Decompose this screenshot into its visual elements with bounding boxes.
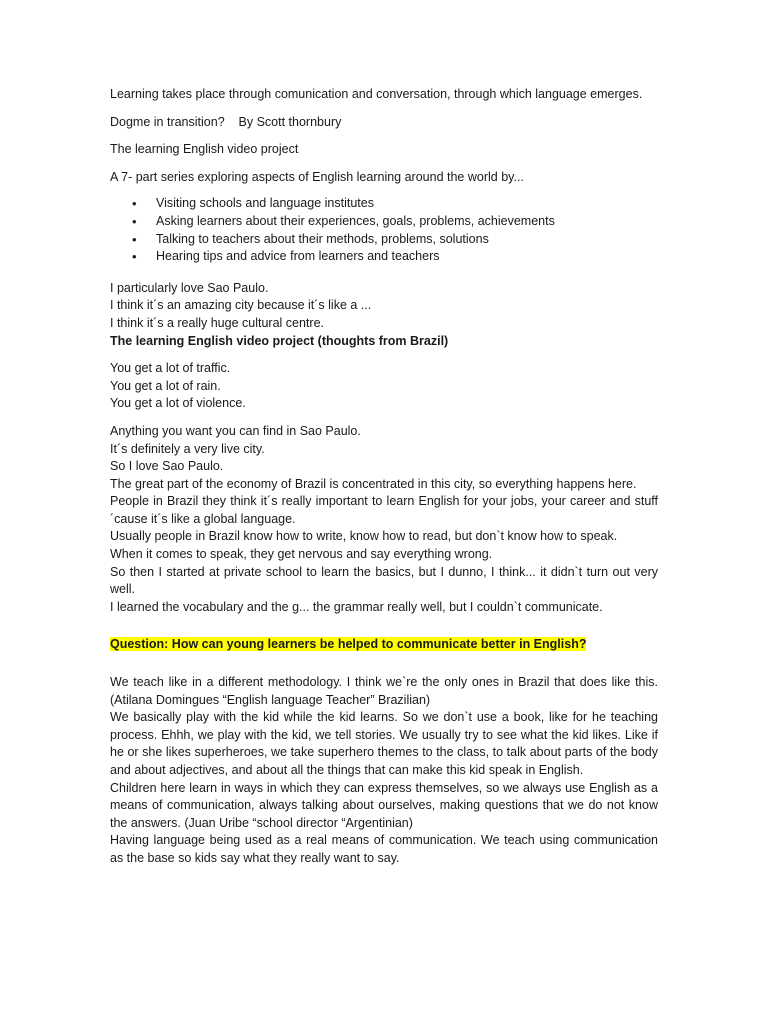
bullet-list <box>110 195 658 265</box>
answer-paragraph: Having language being used as a real means of communication. We teach using communication as the base so kids say what they really want to say. <box>110 833 658 865</box>
text-line: I particularly love Sao Paulo. <box>110 280 269 295</box>
bullet-icon: • <box>132 196 137 212</box>
body-block <box>110 423 658 617</box>
answer-paragraph: Children here learn in ways in which they can express themselves, so we always use English as a means of communication, always talking about ourselves, making questions that we do not know the answers. (Juan Uribe “school director “Argentinian) <box>110 780 658 830</box>
text-line: People in Brazil they think it´s really important to learn English for your jobs, your career and stuff ´cause it´s like a global language. <box>110 494 658 526</box>
traffic-block <box>110 360 658 413</box>
sao-paulo-block <box>110 280 658 350</box>
answer-paragraph: We teach like in a different methodology. I think we`re the only ones in Brazil that does like this. (Atilana Domingues “English language Teacher” Brazilian) <box>110 675 658 707</box>
byline: Dogme in transition? By Scott thornbury <box>110 114 342 129</box>
text-line: You get a lot of violence. <box>110 396 246 411</box>
bullet-icon: • <box>132 213 137 229</box>
text-line: Usually people in Brazil know how to write, know how to read, but don`t know how to speak. <box>110 529 618 544</box>
text-line: I learned the vocabulary and the g... the grammar really well, but I couldn`t communicate. <box>110 599 603 614</box>
document-page <box>110 86 658 868</box>
answer-paragraph: We basically play with the kid while the kid learns. So we don`t use a book, like for he teaching process. Ehhh, we play with the kid, we tell stories. We usually try to see what the kid likes. Like if he or she likes superheroes, we take superhero themes to the class, to talk about parts of the body and about adjectives, and about all the things that can make this kid speak in English. <box>110 710 658 777</box>
list-item-text: Asking learners about their experiences, goals, problems, achievements <box>156 213 555 228</box>
text-line: You get a lot of traffic. <box>110 361 231 376</box>
list-item <box>110 195 658 213</box>
text-line: It´s definitely a very live city. <box>110 441 265 456</box>
highlighted-question: Question: How can young learners be helped to communicate better in English? <box>110 637 587 652</box>
list-item-text: Hearing tips and advice from learners and teachers <box>156 249 440 264</box>
text-line: When it comes to speak, they get nervous and say everything wrong. <box>110 547 493 562</box>
intro-paragraph: Learning takes place through comunication and conversation, through which language emerges. <box>110 87 643 101</box>
text-line: I think it´s a really huge cultural centre. <box>110 315 324 330</box>
question-line <box>110 636 658 654</box>
list-item-text: Talking to teachers about their methods, problems, solutions <box>156 231 489 246</box>
answers-block <box>110 674 658 868</box>
text-line: You get a lot of rain. <box>110 378 221 393</box>
list-item <box>110 213 658 231</box>
text-line: So then I started at private school to learn the basics, but I dunno, I think... it didn`t turn out very well. <box>110 564 658 597</box>
brazil-heading: The learning English video project (thoughts from Brazil) <box>110 333 449 348</box>
bullet-icon: • <box>132 231 137 247</box>
text-line: So I love Sao Paulo. <box>110 459 224 474</box>
project-title: The learning English video project <box>110 142 299 157</box>
bullet-icon: • <box>132 249 137 265</box>
list-item-text: Visiting schools and language institutes <box>156 196 374 211</box>
list-item <box>110 248 658 266</box>
text-line: Anything you want you can find in Sao Paulo. <box>110 423 361 438</box>
text-line: I think it´s an amazing city because it´s like a ... <box>110 298 372 313</box>
list-item <box>110 231 658 249</box>
text-line: The great part of the economy of Brazil is concentrated in this city, so everything happens here. <box>110 476 637 491</box>
series-intro: A 7- part series exploring aspects of English learning around the world by... <box>110 169 524 184</box>
